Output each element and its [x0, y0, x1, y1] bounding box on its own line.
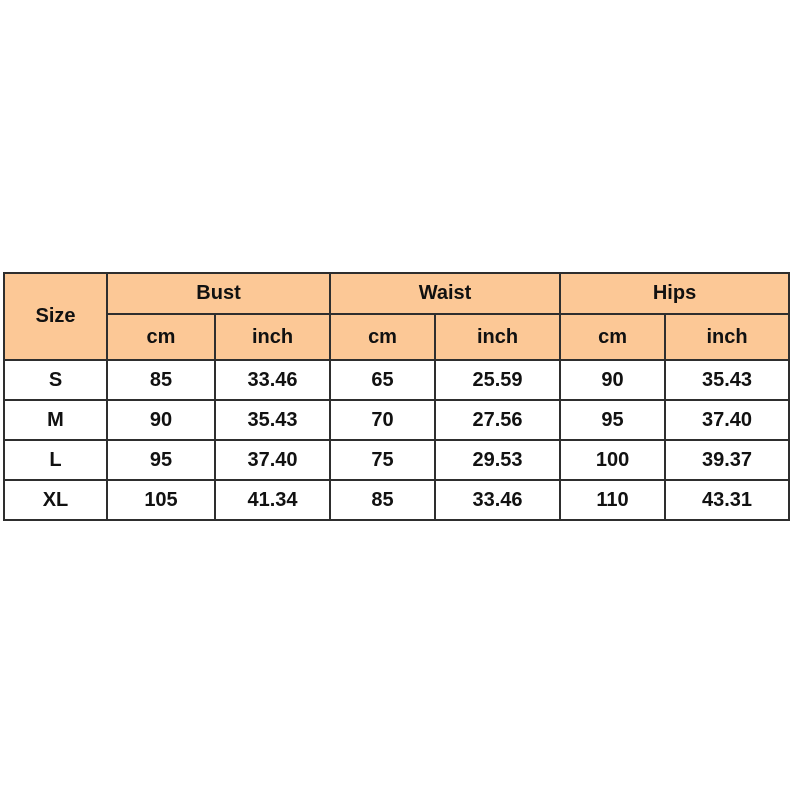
waist-inch-value: 27.56 [435, 400, 560, 440]
hips-cm-value: 110 [560, 480, 665, 520]
header-hips: Hips [560, 273, 789, 314]
waist-cm-value: 75 [330, 440, 435, 480]
hips-inch-value: 35.43 [665, 360, 789, 400]
header-group-row [4, 273, 789, 314]
header-hips-cm: cm [560, 314, 665, 360]
header-waist-cm: cm [330, 314, 435, 360]
header-bust-inch: inch [215, 314, 330, 360]
size-chart-table [3, 272, 790, 521]
bust-inch-value: 33.46 [215, 360, 330, 400]
size-value: M [4, 400, 107, 440]
table-row-l [4, 440, 789, 480]
hips-cm-value: 95 [560, 400, 665, 440]
header-unit-row [4, 314, 789, 360]
hips-cm-value: 100 [560, 440, 665, 480]
bust-cm-value: 105 [107, 480, 215, 520]
table-row-m [4, 400, 789, 440]
bust-cm-value: 85 [107, 360, 215, 400]
size-value: S [4, 360, 107, 400]
waist-inch-value: 33.46 [435, 480, 560, 520]
bust-cm-value: 90 [107, 400, 215, 440]
header-waist-inch: inch [435, 314, 560, 360]
bust-inch-value: 41.34 [215, 480, 330, 520]
header-bust-cm: cm [107, 314, 215, 360]
hips-inch-value: 39.37 [665, 440, 789, 480]
table-row-xl [4, 480, 789, 520]
bust-inch-value: 37.40 [215, 440, 330, 480]
bust-inch-value: 35.43 [215, 400, 330, 440]
waist-cm-value: 65 [330, 360, 435, 400]
header-hips-inch: inch [665, 314, 789, 360]
header-waist: Waist [330, 273, 560, 314]
waist-inch-value: 29.53 [435, 440, 560, 480]
hips-inch-value: 37.40 [665, 400, 789, 440]
waist-inch-value: 25.59 [435, 360, 560, 400]
header-size: Size [4, 273, 107, 360]
waist-cm-value: 85 [330, 480, 435, 520]
size-value: L [4, 440, 107, 480]
bust-cm-value: 95 [107, 440, 215, 480]
table-row-s [4, 360, 789, 400]
hips-inch-value: 43.31 [665, 480, 789, 520]
size-value: XL [4, 480, 107, 520]
hips-cm-value: 90 [560, 360, 665, 400]
waist-cm-value: 70 [330, 400, 435, 440]
header-bust: Bust [107, 273, 330, 314]
